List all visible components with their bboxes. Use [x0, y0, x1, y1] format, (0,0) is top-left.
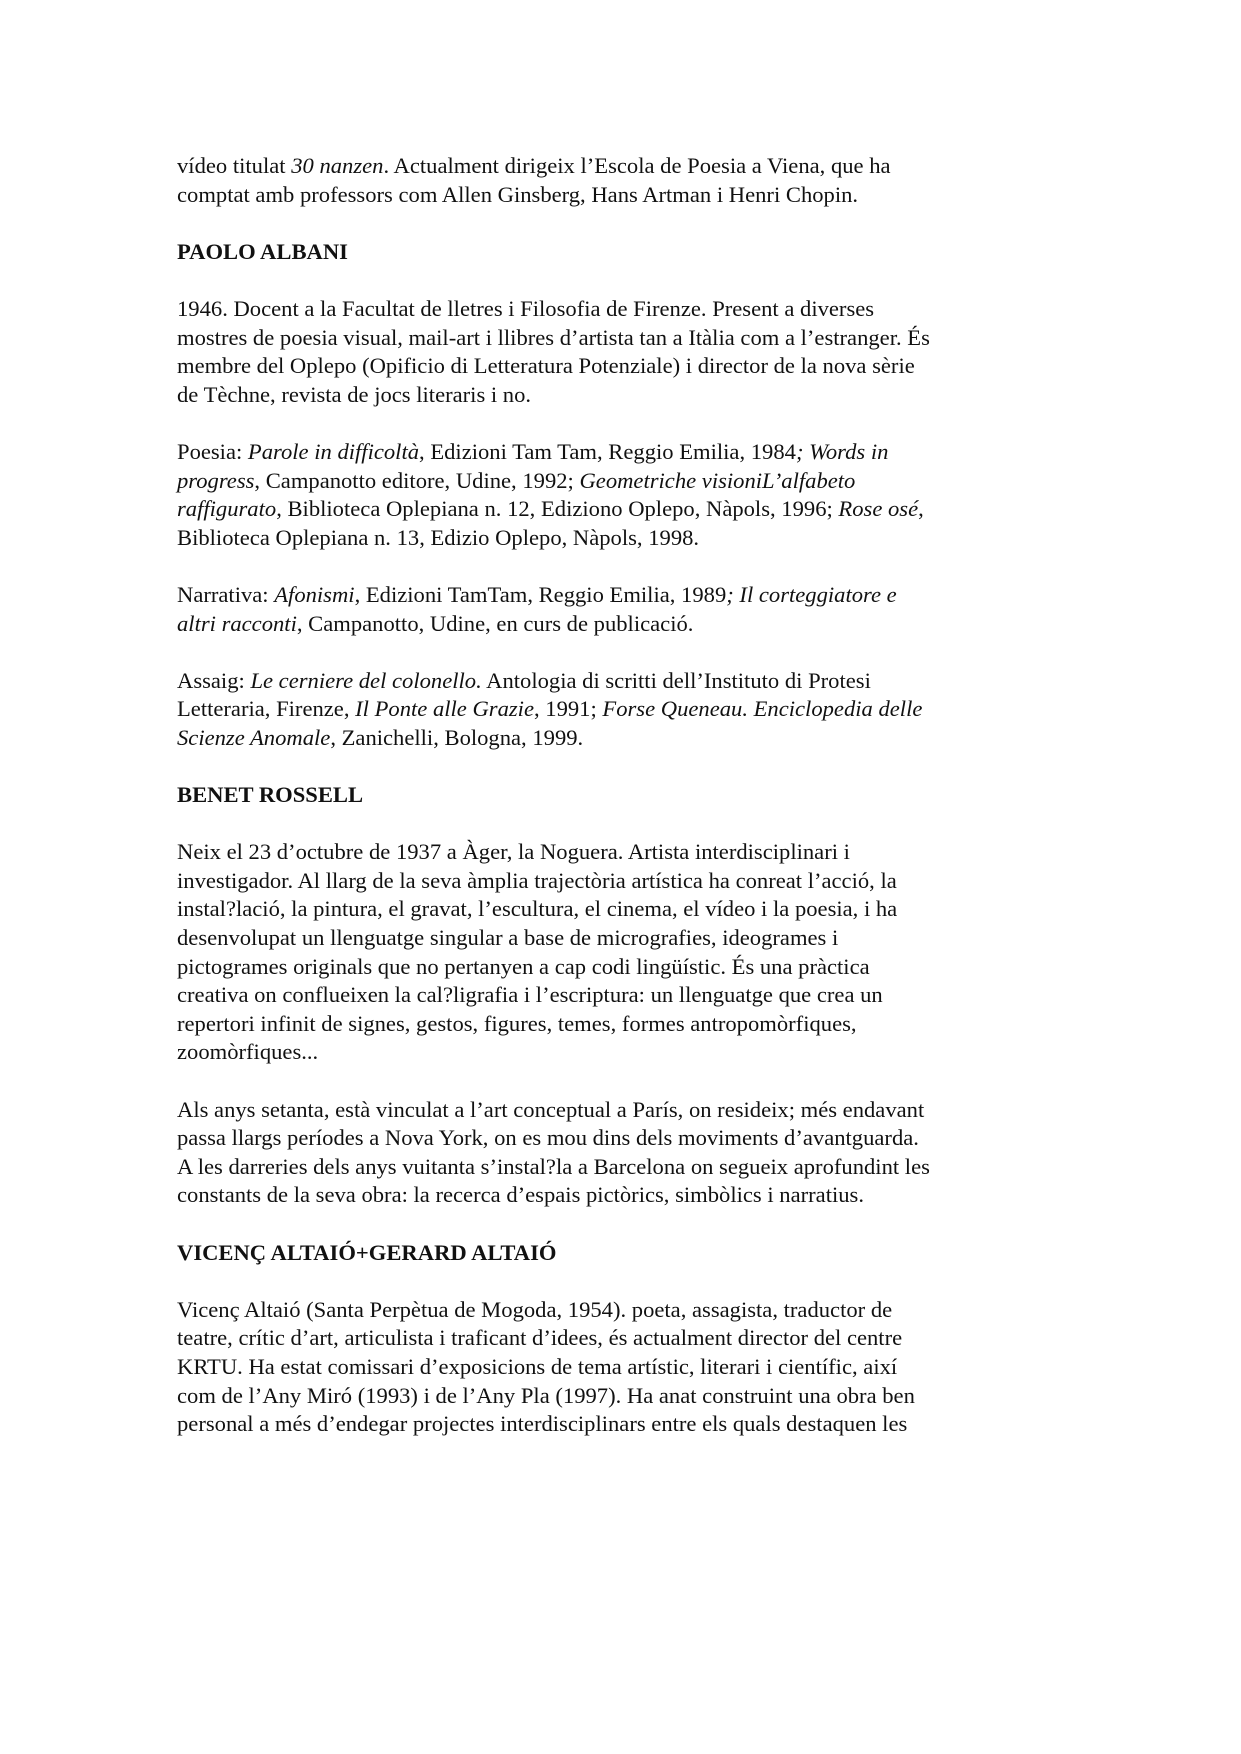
altaio-bio-paragraph: Vicenç Altaió (Santa Perpètua de Mogoda, 1954). poeta, assagista, traductor de teatre, crític d’art, articulista i traficant d’idees, és actualment director del centre KRTU. Ha estat comissari d’exposicions de tema artístic, literari i científic, així com de l’Any Miró (1993) i de l’Any Pla (1997). Ha anat construint una obra ben personal a més d’endegar projectes interdisciplinars entre els quals destaquen les [177, 1296, 915, 1437]
heading-vicenc-gerard-altaio: VICENÇ ALTAIÓ+GERARD ALTAIÓ [177, 1239, 557, 1265]
rossell-bio-paragraph-1: Neix el 23 d’octubre de 1937 a Àger, la Noguera. Artista interdisciplinari i investigador. Al llarg de la seva àmplia trajectòria artística ha conreat l’acció, la instal?lació, la pintura, el gravat, l’escultura, el cinema, el vídeo i la poesia, i ha desenvolupat un llenguatge singular a base de micrografies, ideogrames i pictogrames originals que no pertanyen a cap codi lingüístic. És una pràctica creativa on conflueixen la cal?ligrafia i l’escriptura: un llenguatge que crea un repertori infinit de signes, gestos, figures, temes, formes antropomòrfiques, zoomòrfiques... [177, 839, 898, 1065]
albani-assaig-paragraph: Assaig: Le cerniere del colonello. Antologia di scritti dell’Instituto di Protesi Letteraria, Firenze, Il Ponte alle Grazie, 1991; Forse Queneau. Enciclopedia delle Scienze Anomale, Zanichelli, Bologna, 1999. [177, 667, 923, 750]
intro-paragraph: vídeo titulat 30 nanzen. Actualment dirigeix l’Escola de Poesia a Viena, que ha comptat amb professors com Allen Ginsberg, Hans Artman i Henri Chopin. [177, 153, 891, 207]
albani-bio-paragraph: 1946. Docent a la Facultat de lletres i Filosofia de Firenze. Present a diverses mostres de poesia visual, mail-art i llibres d’artista tan a Itàlia com a l’estranger. És membre del Oplepo (Opificio di Letteratura Potenziale) i director de la nova sèrie de Tèchne, revista de jocs literaris i no. [177, 295, 930, 407]
page-content [177, 152, 937, 1467]
albani-poesia-paragraph: Poesia: Parole in difficoltà, Edizioni Tam Tam, Reggio Emilia, 1984; Words in progress, Campanotto editore, Udine, 1992; Geometriche visioniL’alfabeto raffigurato, Biblioteca Oplepiana n. 12, Edizionο Oplepo, Nàpols, 1996; Rose osé, Biblioteca Oplepiana n. 13, Edizio Oplepo, Nàpols, 1998. [177, 438, 924, 550]
heading-paolo-albani: PAOLO ALBANI [177, 238, 348, 264]
heading-benet-rossell: BENET ROSSELL [177, 782, 364, 808]
rossell-bio-paragraph-2: Als anys setanta, està vinculat a l’art conceptual a París, on resideix; més endavant passa llargs períodes a Nova York, on es mou dins dels moviments d’avantguarda. A les darreries dels anys vuitanta s’instal?la a Barcelona on segueix aprofundint les constants de la seva obra: la recerca d’espais pictòrics, simbòlics i narratius. [177, 1096, 930, 1208]
albani-narrativa-paragraph: Narrativa: Afonismi, Edizioni TamTam, Reggio Emilia, 1989; Il corteggiatore e altri racconti, Campanotto, Udine, en curs de publicació. [177, 581, 897, 636]
